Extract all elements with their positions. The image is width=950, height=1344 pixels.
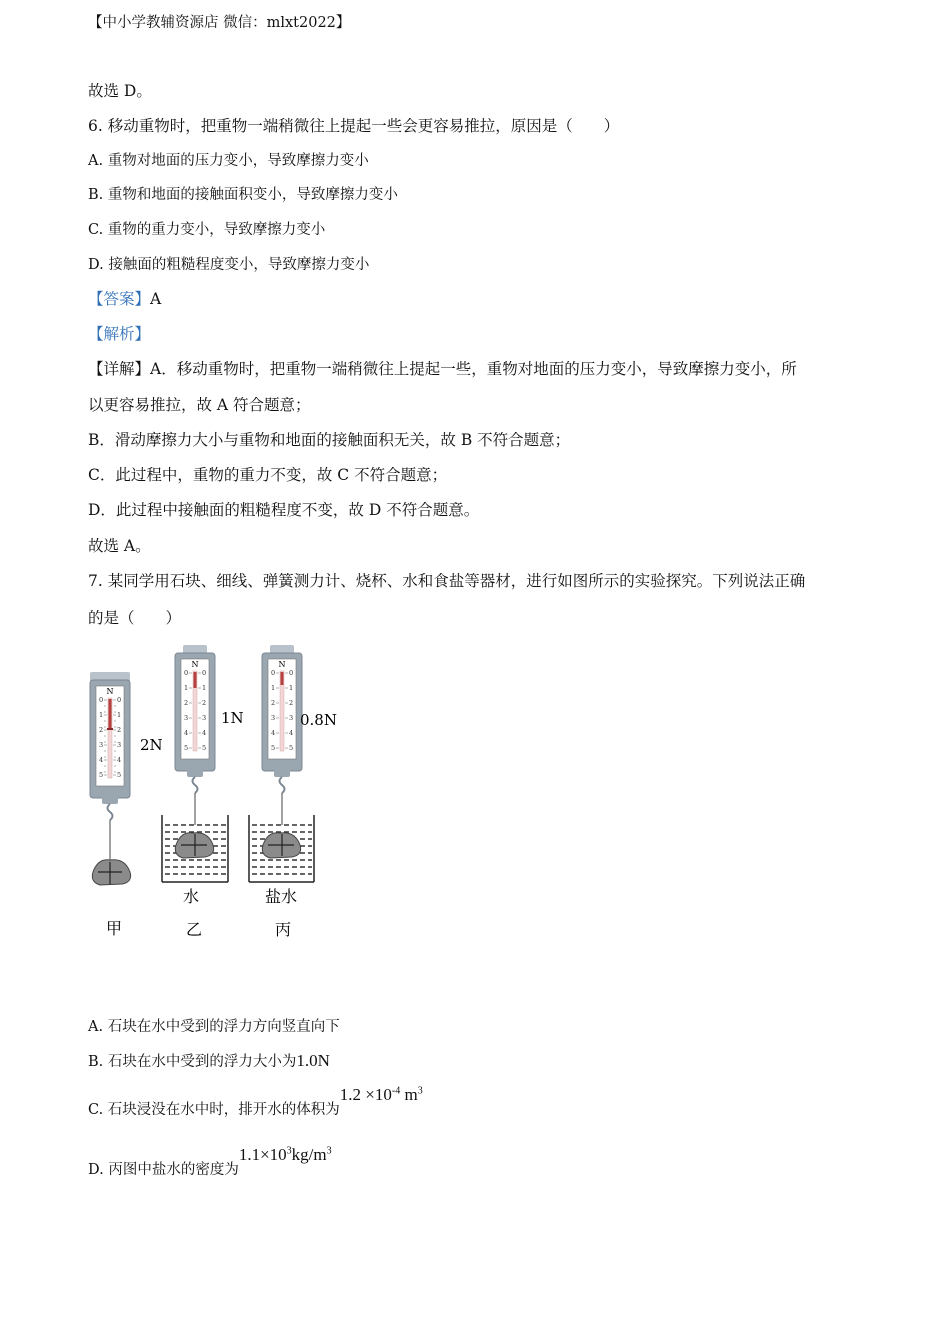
q7-option-b-text: B. 石块在水中受到的浮力大小为 — [88, 1054, 297, 1070]
answer-value: A — [150, 290, 162, 308]
indicator-bar-yi — [194, 672, 197, 688]
scale-unit: N — [106, 687, 114, 696]
answer-tag: 【答案】 — [88, 290, 151, 308]
q7-option-a: A. 石块在水中受到的浮力方向竖直向下 — [88, 1019, 340, 1035]
tick-label: 0 — [184, 669, 189, 677]
detail-a-text: A．移动重物时，把重物一端稍微往上提起一些，重物对地面的压力变小，导致摩擦力变小，所 — [150, 360, 797, 378]
indicator-bar-bing — [281, 672, 284, 685]
spring-scale-bing — [262, 645, 337, 825]
d-math-unit: kg/m — [291, 1145, 327, 1164]
q6-answer-line — [88, 292, 161, 308]
c-math-unit-exp: 3 — [417, 1085, 423, 1097]
q6-detail-d: D．此过程中接触面的粗糙程度不变，故 D 不符合题意。 — [88, 501, 480, 519]
spring-scale-jia — [90, 672, 163, 885]
beaker-water — [162, 815, 228, 882]
tick-label: 0 — [99, 696, 104, 704]
tick-label: 0 — [117, 696, 122, 704]
tick-label: 3 — [117, 741, 122, 749]
tick-label: 4 — [184, 729, 189, 737]
reading-jia: 2N — [140, 736, 163, 754]
tick-label: 4 — [117, 756, 122, 764]
tick-label: 1 — [117, 711, 122, 719]
d-math-exp: 3 — [286, 1145, 292, 1157]
tick-label: 3 — [202, 714, 207, 722]
tick-label: 5 — [202, 744, 207, 752]
q6-option-d: D. 接触面的粗糙程度变小，导致摩擦力变小 — [88, 257, 370, 273]
q6-detail-b: B．滑动摩擦力大小与重物和地面的接触面积无关，故 B 不符合题意； — [88, 431, 571, 449]
q6-detail-c: C．此过程中，重物的重力不变，故 C 不符合题意； — [88, 466, 448, 484]
q6-option-a: A. 重物对地面的压力变小，导致摩擦力变小 — [88, 153, 369, 169]
c-math-unit: m — [400, 1085, 418, 1104]
tick-label: 3 — [271, 714, 276, 722]
tick-label: 2 — [289, 699, 294, 707]
d-math-unit-exp: 3 — [326, 1145, 332, 1157]
tick-label: 5 — [289, 744, 294, 752]
tick-label: 0 — [271, 669, 276, 677]
reading-yi: 1N — [221, 709, 244, 727]
q6-stem: 6. 移动重物时，把重物一端稍微往上提起一些会更容易推拉，原因是（ ） — [88, 117, 620, 135]
q7-option-d-math — [239, 1145, 332, 1164]
c-math-base: 1.2 ×10 — [339, 1085, 392, 1104]
q6-option-c: C. 重物的重力变小，导致摩擦力变小 — [88, 222, 326, 238]
tick-label: 5 — [117, 771, 122, 779]
tick-label: 3 — [289, 714, 294, 722]
tick-label: 5 — [271, 744, 276, 752]
tick-label: 2 — [99, 726, 104, 734]
q7-option-b-math: 1.0N — [296, 1051, 330, 1070]
prev-conclusion: 故选 D。 — [88, 82, 152, 100]
label-bing: 丙 — [275, 920, 292, 939]
experiment-figure — [80, 640, 380, 950]
scale-unit: N — [278, 660, 286, 669]
detail-tag: 【详解】 — [88, 360, 151, 378]
tick-label: 4 — [202, 729, 207, 737]
label-jia: 甲 — [106, 919, 123, 938]
q7-option-c-math — [340, 1085, 423, 1104]
beaker-salt-water — [249, 815, 314, 882]
pointer-jia — [107, 728, 113, 730]
liquid-label-salt-water: 盐水 — [265, 887, 298, 906]
spring-scale-yi — [175, 645, 244, 825]
tick-label: 2 — [202, 699, 207, 707]
tick-label: 5 — [184, 744, 189, 752]
liquid-label-water: 水 — [183, 887, 200, 906]
tick-label: 3 — [184, 714, 189, 722]
reading-bing: 0.8N — [300, 711, 337, 729]
q7-stem-line2: 的是（ ） — [88, 609, 182, 627]
tick-label: 4 — [271, 729, 276, 737]
tick-label: 2 — [117, 726, 122, 734]
tick-label: 1 — [289, 684, 294, 692]
tick-label: 1 — [99, 711, 104, 719]
tick-label: 4 — [289, 729, 294, 737]
q6-option-b: B. 重物和地面的接触面积变小，导致摩擦力变小 — [88, 187, 398, 203]
c-math-exp: -4 — [391, 1085, 401, 1097]
d-math-base: 1.1×10 — [238, 1145, 287, 1164]
scale-unit: N — [191, 660, 199, 669]
tick-label: 1 — [202, 684, 207, 692]
indicator-bar-jia — [109, 699, 112, 730]
tick-label: 1 — [271, 684, 276, 692]
tick-label: 2 — [271, 699, 276, 707]
q7-option-d-text: D. 丙图中盐水的密度为 — [88, 1162, 239, 1178]
q6-detail-line2: 以更容易推拉，故 A 符合题意； — [88, 396, 311, 414]
page-header: 【中小学教辅资源店 微信：mlxt2022】 — [88, 15, 351, 31]
label-yi: 乙 — [186, 920, 203, 939]
tick-label: 3 — [99, 741, 104, 749]
tick-label: 4 — [99, 756, 104, 764]
tick-label: 5 — [99, 771, 104, 779]
q6-detail-line1 — [88, 362, 797, 378]
q7-option-c-text: C. 石块浸没在水中时，排开水的体积为 — [88, 1102, 340, 1118]
tick-label: 0 — [202, 669, 207, 677]
q7-option-b — [88, 1052, 330, 1070]
tick-label: 1 — [184, 684, 189, 692]
tick-label: 0 — [289, 669, 294, 677]
tick-label: 2 — [184, 699, 189, 707]
analysis-tag: 【解析】 — [88, 325, 151, 343]
q7-stem-line1: 7. 某同学用石块、细线、弹簧测力计、烧杯、水和食盐等器材，进行如图所示的实验探究。下列说法正确 — [88, 572, 806, 590]
q6-conclusion: 故选 A。 — [88, 537, 151, 555]
